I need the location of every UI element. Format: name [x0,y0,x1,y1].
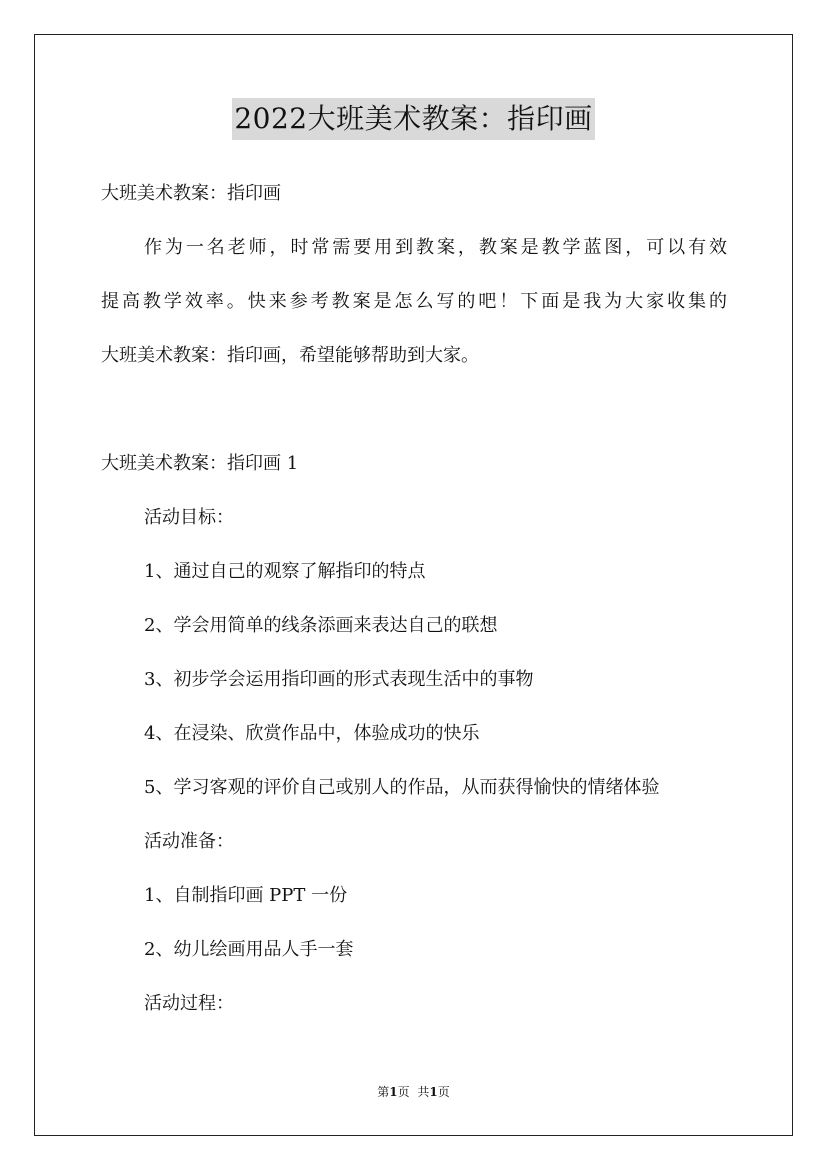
page-footer [0,1084,827,1100]
goals-heading: 活动目标： [144,507,234,528]
footer-total-prefix: 共 [417,1085,430,1099]
goal-item-3: 3、初步学会运用指印画的形式表现生活中的事物 [144,669,534,690]
document-title: 2022大班美术教案：指印画 [232,98,594,140]
document-subtitle: 大班美术教案：指印画 [101,183,281,204]
footer-page-prefix: 第 [377,1085,390,1099]
prep-item-2: 2、幼儿绘画用品人手一套 [144,939,354,960]
goal-item-4: 4、在浸染、欣赏作品中，体验成功的快乐 [144,723,480,744]
footer-total-pages: 1 [429,1085,438,1099]
goal-item-2: 2、学会用简单的线条添画来表达自己的联想 [144,615,498,636]
goal-item-1: 1、通过自己的观察了解指印的特点 [144,561,426,582]
goal-item-5: 5、学习客观的评价自己或别人的作品，从而获得愉快的情绪体验 [144,777,660,798]
footer-page-number: 1 [389,1085,398,1099]
intro-line-2: 提高教学效率。快来参考教案是怎么写的吧！下面是我为大家收集的 [101,291,727,312]
prep-item-1: 1、自制指印画 PPT 一份 [144,885,348,906]
title-wrap [0,98,827,140]
section-heading: 大班美术教案：指印画 1 [101,453,299,474]
intro-line-3: 大班美术教案：指印画，希望能够帮助到大家。 [101,345,479,366]
footer-total-suffix: 页 [437,1085,450,1099]
footer-page-suffix: 页 [397,1085,410,1099]
process-heading: 活动过程： [144,993,234,1014]
prep-heading: 活动准备： [144,831,234,852]
intro-line-1: 作为一名老师，时常需要用到教案，教案是教学蓝图，可以有效 [144,237,727,258]
